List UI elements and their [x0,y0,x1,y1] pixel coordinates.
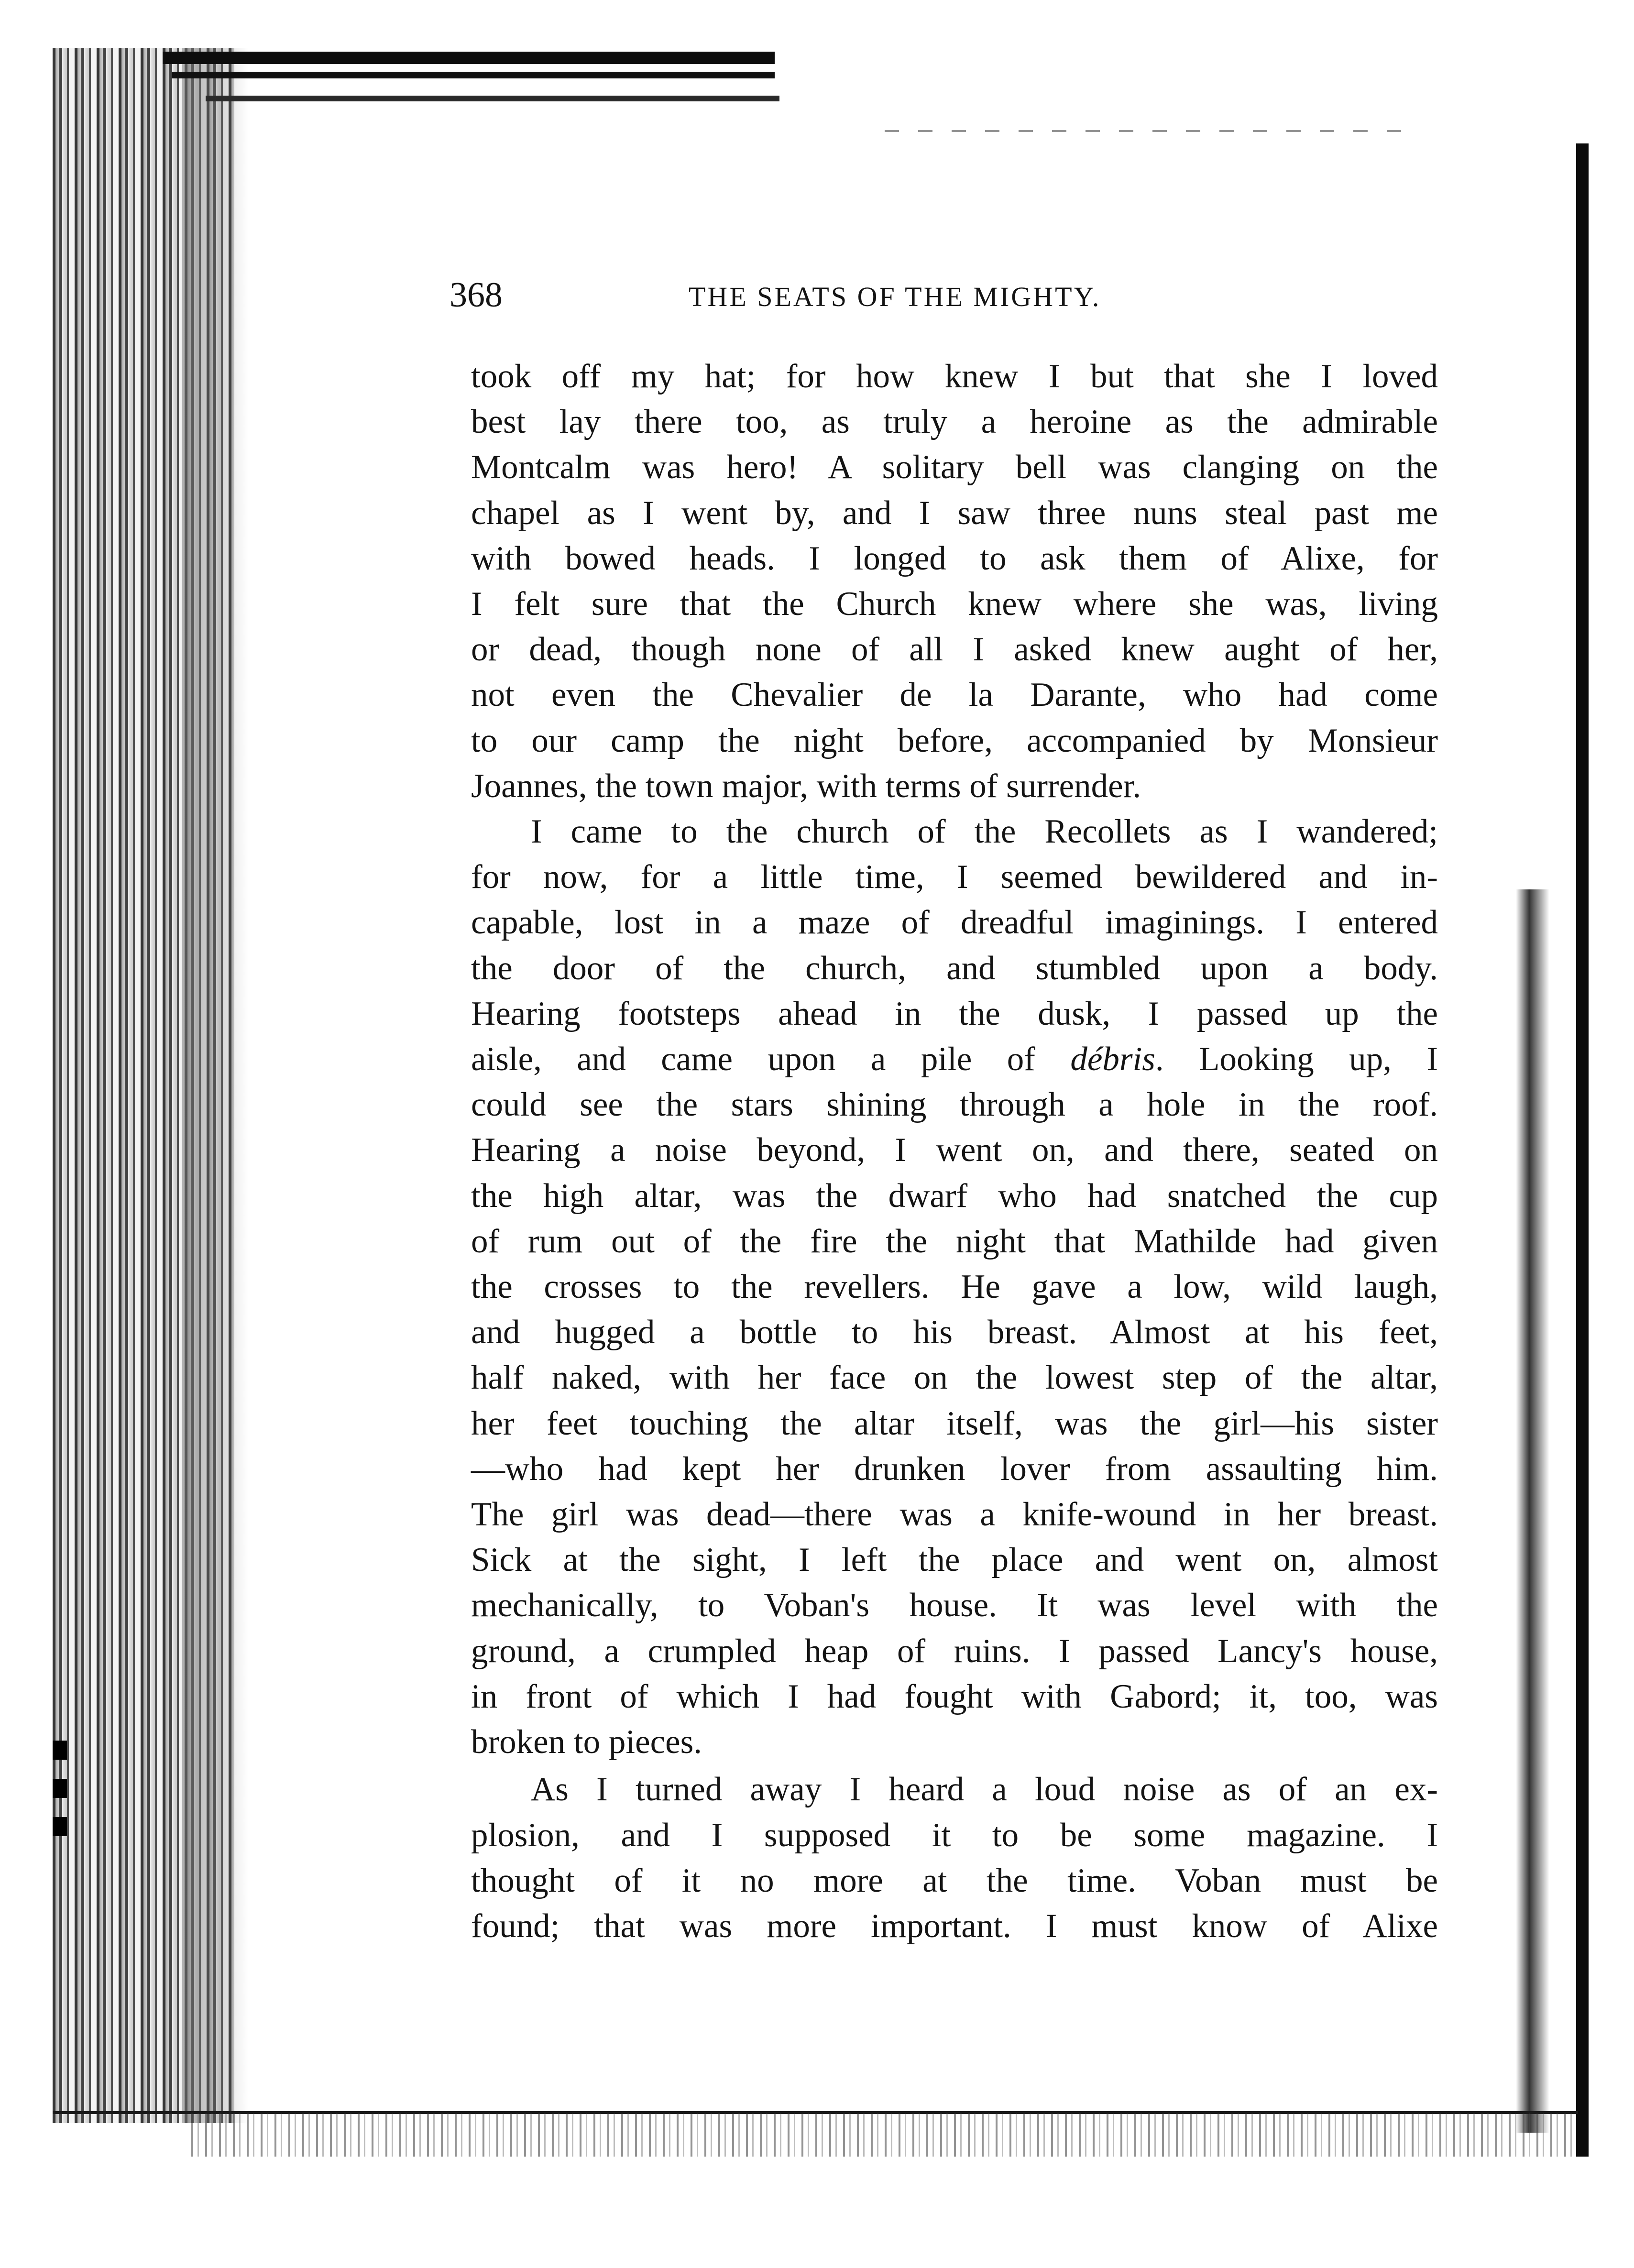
scan-noise-bottom [191,2114,1578,2157]
text-line: the crosses to the revellers. He gave a low, wild laugh, [471,1268,1438,1306]
text-line: mechanically, to Voban's house. It was level with the [471,1587,1438,1624]
text-line: The girl was dead—there was a knife-wound in her breast. [471,1496,1438,1534]
text-line: —who had kept her drunken lover from assaulting him. [471,1450,1438,1488]
text-line: in front of which I had fought with Gabord; it, too, was [471,1677,1438,1715]
text-line: aisle, and came upon a pile of débris. Looking up, I [471,1041,1438,1078]
text-line: broken to pieces. [471,1723,702,1761]
page-header [450,274,1444,317]
page-number: 368 [450,275,503,315]
paragraph-1 [471,354,1438,809]
text-line: Sick at the sight, I left the place and went on, almost [471,1541,1438,1579]
text-line: the door of the church, and stumbled upon a body. [471,949,1438,987]
text-line: I felt sure that the Church knew where she was, living [471,585,1438,623]
text-line: found; that was more important. I must know of Alixe [471,1907,1438,1945]
scan-edge-top [163,52,775,64]
text-line: with bowed heads. I longed to ask them of Alixe, for [471,539,1438,577]
text-line: chapel as I went by, and I saw three nuns steal past me [471,494,1438,532]
scan-edge-top-tertiary [206,96,779,101]
text-line: I came to the church of the Recollets as I wandered; [531,813,1438,851]
text-line: could see the stars shining through a hole in the roof. [471,1086,1438,1124]
text-line: or dead, though none of all I asked knew aught of her, [471,631,1438,668]
text-line: best lay there too, as truly a heroine as the admirable [471,403,1438,441]
text-line: for now, for a little time, I seemed bewildered and in- [471,858,1438,896]
text-line: not even the Chevalier de la Darante, who had come [471,676,1438,714]
scan-marks-left [53,1741,67,1836]
text-line: of rum out of the fire the night that Mathilde had given [471,1222,1438,1260]
scan-edge-top-secondary [172,72,775,78]
paragraph-3 [471,1767,1438,1949]
text-line: capable, lost in a maze of dreadful imaginings. I entered [471,904,1438,942]
text-line: Hearing a noise beyond, I went on, and there, seated on [471,1131,1438,1169]
text-line: the high altar, was the dwarf who had snatched the cup [471,1177,1438,1215]
text-line: Hearing footsteps ahead in the dusk, I passed up the [471,995,1438,1032]
text-line: took off my hat; for how knew I but that she I loved [471,358,1438,395]
text-line: Joannes, the town major, with terms of surrender. [471,767,1141,805]
text-line: As I turned away I heard a loud noise as of an ex- [531,1771,1438,1808]
text-line: half naked, with her face on the lowest step of the altar, [471,1359,1438,1397]
text-line: her feet touching the altar itself, was the girl—his sister [471,1404,1438,1442]
running-head: THE SEATS OF THE MIGHTY. [689,281,1101,312]
scan-shadow-right [1516,889,1549,2133]
text-line: to our camp the night before, accompanied by Monsieur [471,722,1438,759]
text-line: Montcalm was hero! A solitary bell was clanging on the [471,449,1438,486]
text-line: and hugged a bottle to his breast. Almost at his feet, [471,1314,1438,1351]
scan-noise-top [885,130,1411,132]
text-line: plosion, and I supposed it to be some magazine. I [471,1816,1438,1854]
scan-edge-right [1576,143,1589,2157]
text-line: ground, a crumpled heap of ruins. I passed Lancy's house, [471,1632,1438,1670]
body-text [471,354,1438,1949]
binding-fade [182,48,249,2123]
paragraph-2 [471,809,1438,1765]
text-line: thought of it no more at the time. Voban must be [471,1862,1438,1899]
